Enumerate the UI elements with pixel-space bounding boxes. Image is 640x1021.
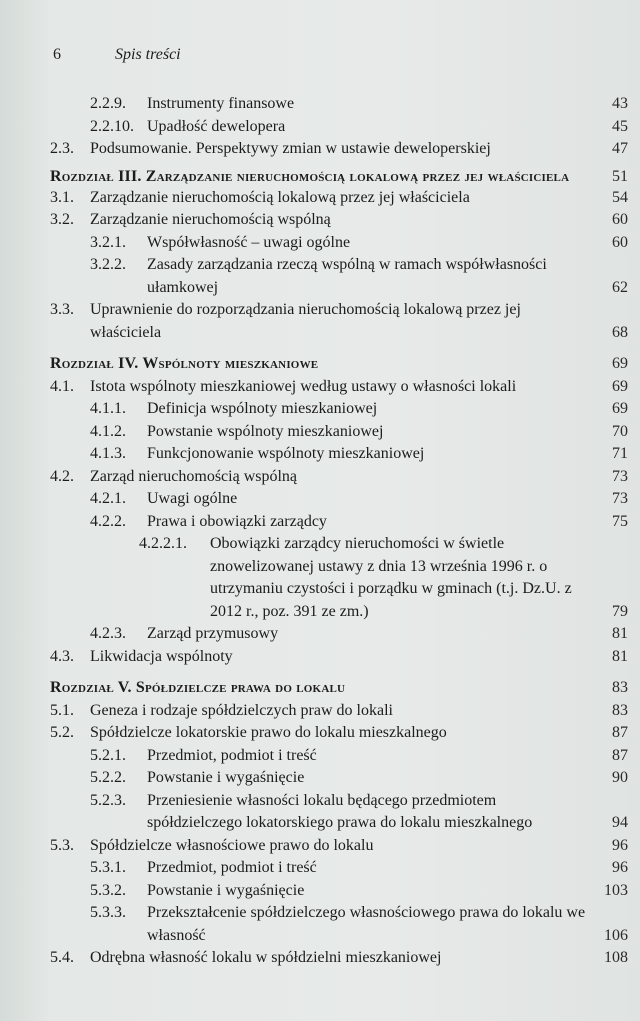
entry-number: 5.3. — [50, 836, 74, 854]
entry-page: 94 — [612, 814, 628, 831]
entry-number: 5.2.3. — [90, 791, 126, 809]
entry-title: Uprawnienie do rozporządzania nieruchomością lokalową przez jej właściciela — [90, 301, 521, 341]
toc-entry — [50, 902, 628, 947]
toc-entry — [50, 790, 628, 835]
entry-page: 54 — [612, 188, 628, 206]
toc-entry — [50, 209, 628, 232]
toc-entry — [50, 232, 628, 255]
entry-page: 68 — [612, 323, 628, 341]
chapter-heading — [50, 353, 628, 376]
toc-entry — [50, 623, 628, 646]
toc-entry — [50, 700, 628, 723]
entry-title: Przedmiot, podmiot i treść — [147, 859, 317, 876]
toc-entry — [50, 187, 628, 210]
entry-page: 51 — [612, 167, 628, 185]
entry-title: Uwagi ogólne — [147, 490, 238, 507]
entry-title: Przekształcenie spółdzielczego własnościowego prawa do lokalu we własność — [147, 904, 586, 944]
entry-number: 4.1. — [50, 377, 74, 395]
entry-title: Podsumowanie. Perspektywy zmian w ustawie deweloperskiej — [90, 140, 491, 157]
entry-page: 62 — [612, 278, 628, 296]
toc-entry — [50, 745, 628, 768]
entry-title: Zasady zarządzania rzeczą wspólną w ramach współwłasności ułamkowej — [147, 256, 547, 296]
entry-page: 45 — [612, 117, 628, 135]
entry-page: 69 — [612, 400, 628, 417]
entry-number: 4.2.3. — [90, 625, 126, 642]
entry-title: Upadłość dewelopera — [147, 117, 286, 135]
entry-number: 4.2. — [50, 467, 74, 485]
entry-number: 5.2.2. — [90, 769, 126, 786]
entry-number: 2.2.10. — [90, 117, 134, 135]
toc-entry — [50, 947, 628, 970]
entry-number: 5.3.3. — [90, 904, 126, 921]
toc-entry — [50, 646, 628, 669]
entry-number: 3.3. — [50, 301, 74, 318]
entry-page: 79 — [612, 602, 628, 620]
chapter-title: Rozdział V. Spółdzielcze prawa do lokalu — [50, 679, 346, 696]
entry-number: 4.2.2. — [90, 512, 126, 530]
toc-entry — [50, 398, 628, 421]
entry-number: 3.2.1. — [90, 233, 126, 251]
entry-number: 4.1.1. — [90, 400, 126, 417]
entry-title: Prawa i obowiązki zarządcy — [147, 512, 327, 530]
toc-entry — [50, 857, 628, 880]
entry-title: Likwidacja wspólnoty — [90, 647, 233, 665]
entry-page: 75 — [612, 512, 628, 530]
header-title: Spis treści — [115, 46, 181, 63]
entry-title: Powstanie i wygaśnięcie — [147, 769, 305, 786]
entry-page: 90 — [612, 769, 628, 786]
toc-entry — [50, 880, 628, 903]
entry-page: 83 — [612, 679, 628, 696]
entry-title: Istota wspólnoty mieszkaniowej według ustawy o własności lokali — [90, 377, 517, 395]
entry-number: 5.2.1. — [90, 746, 126, 764]
toc-entry — [50, 376, 628, 399]
entry-page: 81 — [612, 647, 628, 665]
entry-number: 4.1.3. — [90, 445, 126, 462]
table-of-contents — [50, 93, 628, 970]
toc-entry — [50, 466, 628, 489]
toc-entry — [50, 138, 628, 161]
entry-number: 2.3. — [50, 140, 74, 157]
running-header — [53, 46, 181, 64]
entry-page: 87 — [612, 746, 628, 764]
entry-number: 5.3.2. — [90, 881, 126, 899]
entry-page: 60 — [612, 233, 628, 251]
entry-number: 4.2.1. — [90, 490, 126, 507]
entry-title: Zarząd nieruchomością wspólną — [90, 467, 298, 485]
toc-entry — [50, 299, 628, 344]
toc-entry — [50, 421, 628, 444]
entry-title: Powstanie i wygaśnięcie — [147, 881, 305, 899]
entry-page: 47 — [612, 140, 628, 157]
entry-title: Obowiązki zarządcy nieruchomości w świetle znowelizowanej ustawy z dnia 13 września 1996 r. o utrzymaniu czystości i porządku w gminach (t.j. Dz.U. z 2012 r., poz. 391 ze zm.) — [210, 535, 572, 620]
header-page-number: 6 — [53, 46, 61, 63]
entry-title: Odrębna własność lokalu w spółdzielni mieszkaniowej — [90, 949, 442, 966]
entry-number: 4.1.2. — [90, 422, 126, 440]
entry-page: 103 — [604, 881, 628, 899]
entry-title: Przedmiot, podmiot i treść — [147, 746, 317, 764]
toc-entry — [50, 93, 628, 116]
entry-page: 96 — [612, 859, 628, 876]
entry-number: 5.4. — [50, 949, 74, 966]
entry-title: Powstanie wspólnoty mieszkaniowej — [147, 422, 384, 440]
entry-number: 3.1. — [50, 188, 74, 206]
entry-title: Zarząd przymusowy — [147, 625, 279, 642]
toc-entry — [50, 722, 628, 745]
entry-page: 83 — [612, 701, 628, 719]
entry-page: 69 — [612, 377, 628, 395]
toc-entry — [50, 533, 628, 623]
entry-page: 106 — [604, 926, 628, 944]
toc-entry — [50, 116, 628, 139]
chapter-title: Rozdział III. Zarządzanie nieruchomością lokalową przez jej właściciela — [50, 167, 570, 185]
entry-page: 87 — [612, 724, 628, 741]
toc-entry — [50, 443, 628, 466]
entry-title: Funkcjonowanie wspólnoty mieszkaniowej — [147, 445, 425, 462]
chapter-heading — [50, 166, 628, 187]
entry-page: 70 — [612, 422, 628, 440]
toc-entry — [50, 835, 628, 858]
toc-entry — [50, 488, 628, 511]
toc-entry — [50, 254, 628, 299]
toc-entry — [50, 767, 628, 790]
entry-page: 43 — [612, 95, 628, 112]
entry-page: 81 — [612, 625, 628, 642]
entry-number: 3.2.2. — [90, 256, 126, 273]
entry-number: 2.2.9. — [90, 95, 126, 112]
entry-title: Spółdzielcze własnościowe prawo do lokalu — [90, 836, 374, 854]
entry-title: Spółdzielcze lokatorskie prawo do lokalu mieszkalnego — [90, 724, 447, 741]
entry-page: 60 — [612, 211, 628, 228]
chapter-heading — [50, 677, 628, 700]
entry-page: 108 — [604, 949, 628, 966]
entry-number: 4.2.2.1. — [139, 535, 187, 552]
entry-number: 5.3.1. — [90, 859, 126, 876]
entry-page: 96 — [612, 836, 628, 854]
entry-title: Geneza i rodzaje spółdzielczych praw do lokali — [90, 701, 393, 719]
entry-title: Zarządzanie nieruchomością lokalową przez jej właściciela — [90, 188, 470, 206]
entry-page: 71 — [612, 445, 628, 462]
entry-title: Współwłasność – uwagi ogólne — [147, 233, 351, 251]
toc-entry — [50, 511, 628, 534]
entry-number: 3.2. — [50, 211, 74, 228]
entry-page: 73 — [612, 467, 628, 485]
entry-page: 69 — [612, 355, 628, 372]
chapter-title: Rozdział IV. Wspólnoty mieszkaniowe — [50, 355, 319, 372]
entry-number: 5.2. — [50, 724, 74, 741]
entry-page: 73 — [612, 490, 628, 507]
entry-title: Zarządzanie nieruchomością wspólną — [90, 211, 331, 228]
entry-number: 4.3. — [50, 647, 74, 665]
entry-title: Definicja wspólnoty mieszkaniowej — [147, 400, 378, 417]
entry-number: 5.1. — [50, 701, 74, 719]
entry-title: Instrumenty finansowe — [147, 95, 295, 112]
entry-title: Przeniesienie własności lokalu będącego przedmiotem spółdzielczego lokatorskiego prawa do lokalu mieszkalnego — [147, 791, 533, 831]
